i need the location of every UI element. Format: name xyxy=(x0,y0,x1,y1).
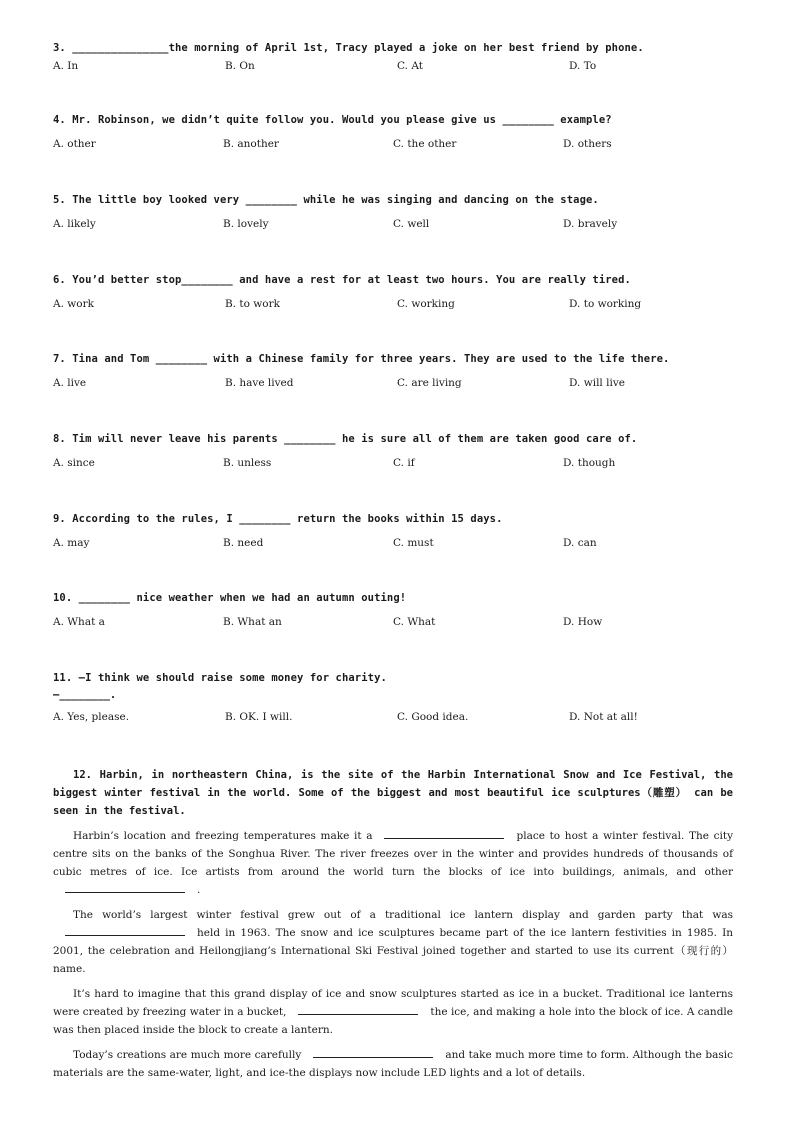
option-d[interactable]: D. bravely xyxy=(563,218,618,230)
answer-blank-3[interactable] xyxy=(65,924,185,936)
option-b[interactable]: B. another xyxy=(223,138,279,150)
option-a[interactable]: A. Yes, please. xyxy=(53,711,130,723)
option-row xyxy=(53,537,753,551)
option-c[interactable]: C. the other xyxy=(393,138,457,150)
question-stem: 7. Tina and Tom ________ with a Chinese family for three years. They are used to the life there. xyxy=(53,353,670,365)
option-row xyxy=(53,377,753,391)
question-5 xyxy=(53,193,753,232)
paragraph-1 xyxy=(53,827,733,899)
paragraph-text: Today’s creations are much more carefully xyxy=(73,1049,302,1061)
passage-title xyxy=(53,766,733,820)
option-b[interactable]: B. lovely xyxy=(223,218,269,230)
option-row xyxy=(53,60,753,74)
question-stem: 3. _______________the morning of April 1st, Tracy played a joke on her best friend by phone. xyxy=(53,42,644,54)
option-row xyxy=(53,218,753,232)
option-b[interactable]: B. need xyxy=(223,537,264,549)
question-9 xyxy=(53,512,753,551)
paragraph-text: Harbin’s location and freezing temperatures make it a xyxy=(73,830,373,842)
question-11 xyxy=(53,671,753,725)
option-a[interactable]: A. work xyxy=(53,298,94,310)
question-7 xyxy=(53,352,753,391)
answer-blank-5[interactable] xyxy=(313,1046,433,1058)
option-a[interactable]: A. other xyxy=(53,138,96,150)
option-b[interactable]: B. On xyxy=(225,60,255,72)
option-a[interactable]: A. may xyxy=(53,537,90,549)
passage-title-text: 12. Harbin, in northeastern China, is the site of the Harbin International Snow and Ice Festival, the biggest winter festival in the world. Some of the biggest and most beautiful ice sculptures（雕塑） can be seen in the festival. xyxy=(53,769,733,817)
option-a[interactable]: A. In xyxy=(53,60,79,72)
option-a[interactable]: A. live xyxy=(53,377,87,389)
paragraph-text: It’s hard to imagine that this grand display of ice and snow sculptures started as ice in a bucket. Traditional ice lanterns were created by freezing water in a bucket, xyxy=(53,988,733,1018)
option-b[interactable]: B. to work xyxy=(225,298,280,310)
option-b[interactable]: B. OK. I will. xyxy=(225,711,293,723)
option-c[interactable]: C. What xyxy=(393,616,436,628)
paragraph-text: held in 1963. The snow and ice sculptures became part of the ice lantern festivities in 1985. In 2001, the celebration and Heilongjiang’s International Ski Festival joined together and started to use its current（现行的）name. xyxy=(53,927,733,975)
question-10 xyxy=(53,591,753,630)
option-c[interactable]: C. well xyxy=(393,218,430,230)
option-b[interactable]: B. have lived xyxy=(225,377,294,389)
option-a[interactable]: A. What a xyxy=(53,616,105,628)
option-d[interactable]: D. To xyxy=(569,60,597,72)
option-b[interactable]: B. unless xyxy=(223,457,272,469)
option-a[interactable]: A. likely xyxy=(53,218,96,230)
option-c[interactable]: C. are living xyxy=(397,377,462,389)
paragraph-text: . xyxy=(197,884,201,896)
option-d[interactable]: D. to working xyxy=(569,298,642,310)
question-8 xyxy=(53,432,753,471)
answer-blank-1[interactable] xyxy=(384,827,504,839)
option-a[interactable]: A. since xyxy=(53,457,95,469)
option-d[interactable]: D. How xyxy=(563,616,603,628)
question-6 xyxy=(53,273,753,312)
question-stem: 5. The little boy looked very ________ while he was singing and dancing on the stage. xyxy=(53,194,599,206)
question-3 xyxy=(53,41,753,74)
option-b[interactable]: B. What an xyxy=(223,616,282,628)
option-c[interactable]: C. if xyxy=(393,457,415,469)
answer-blank-4[interactable] xyxy=(298,1003,418,1015)
paragraph-3 xyxy=(53,985,733,1039)
option-row xyxy=(53,616,753,630)
paragraph-text: place to host a winter festival. The city centre sits on the banks of the Songhua River. The river freezes over in the winter and provides hundreds of thousands of cubic metres of ice. Ice artists from around the world turn the blocks of ice into buildings, animals, and other xyxy=(53,830,733,878)
option-c[interactable]: C. working xyxy=(397,298,455,310)
option-row xyxy=(53,457,753,471)
option-d[interactable]: D. will live xyxy=(569,377,625,389)
option-d[interactable]: D. though xyxy=(563,457,616,469)
question-stem: 4. Mr. Robinson, we didn’t quite follow you. Would you please give us ________ example? xyxy=(53,114,612,126)
option-d[interactable]: D. others xyxy=(563,138,612,150)
option-c[interactable]: C. Good idea. xyxy=(397,711,469,723)
question-stem: 9. According to the rules, I ________ return the books within 15 days. xyxy=(53,513,503,525)
paragraph-text: and take much more time to form. Although the basic materials are the same-water, light, and ice-the displays now include LED lights and a lot of details. xyxy=(53,1049,733,1079)
option-c[interactable]: C. At xyxy=(397,60,423,72)
question-stem: 10. ________ nice weather when we had an autumn outing! xyxy=(53,592,407,604)
reply-line: —________. xyxy=(53,689,117,701)
question-stem: 6. You’d better stop________ and have a rest for at least two hours. You are really tired. xyxy=(53,274,631,286)
option-c[interactable]: C. must xyxy=(393,537,434,549)
answer-blank-2[interactable] xyxy=(65,881,185,893)
paragraph-2 xyxy=(53,906,733,978)
question-4 xyxy=(53,113,753,152)
option-row xyxy=(53,298,753,312)
option-row xyxy=(53,711,753,725)
paragraph-text: the ice, and making a hole into the block of ice. A candle was then placed inside the block to create a lantern. xyxy=(53,1006,733,1036)
option-d[interactable]: D. can xyxy=(563,537,597,549)
paragraph-text: The world’s largest winter festival grew out of a traditional ice lantern display and garden party that was xyxy=(73,909,733,921)
option-row xyxy=(53,138,753,152)
question-stem: 11. —I think we should raise some money for charity. xyxy=(53,672,387,684)
paragraph-4 xyxy=(53,1046,733,1082)
question-stem: 8. Tim will never leave his parents ________ he is sure all of them are taken good care of. xyxy=(53,433,638,445)
reading-passage xyxy=(53,766,733,1082)
option-d[interactable]: D. Not at all! xyxy=(569,711,638,723)
